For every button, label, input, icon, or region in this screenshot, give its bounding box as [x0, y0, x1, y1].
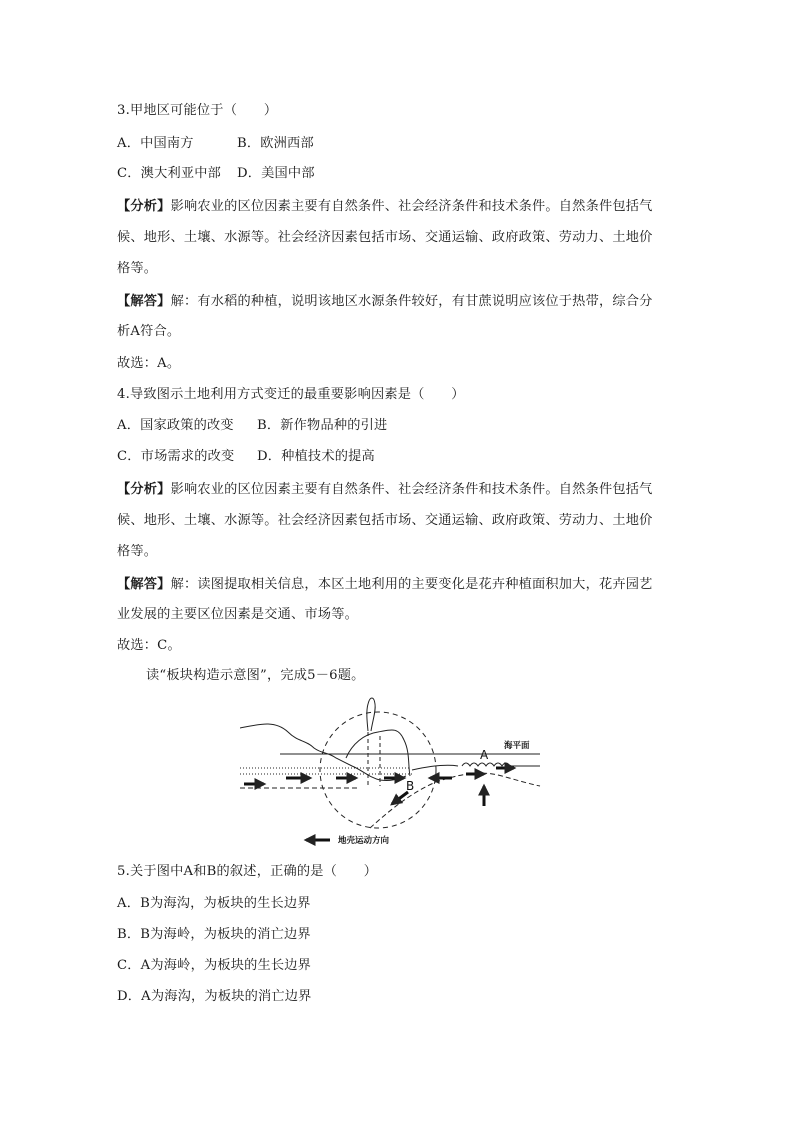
q5-question: 5.关于图中A和B的叙述，正确的是（ ） [117, 864, 378, 879]
q4-option-b: B．新作物品种的引进 [257, 418, 388, 433]
label-b: B [406, 779, 415, 793]
q3-options-row1 [117, 135, 314, 153]
q5-option-b: B．B为海岭，为板块的消亡边界 [117, 927, 311, 942]
island-outline [346, 730, 410, 776]
q4-analysis-text1: 影响农业的区位因素主要有自然条件、社会经济条件和技术条件。自然条件包括气 [170, 482, 653, 497]
q3-option-c: C．澳大利亚中部 [117, 166, 222, 181]
q3-option-b: B．欧洲西部 [237, 136, 314, 151]
q5-option-c: C．A为海岭，为板块的生长边界 [117, 958, 312, 973]
q5-option-d: D．A为海沟，为板块的消亡边界 [117, 989, 312, 1004]
arrow-subduct [392, 792, 408, 804]
q4-analysis-line2: 候、地形、土壤、水源等。社会经济因素包括市场、交通运输、政府政策、劳动力、土地价 [117, 513, 653, 528]
q3-analysis-text1: 影响农业的区位因素主要有自然条件、社会经济条件和技术条件。自然条件包括气 [170, 199, 653, 214]
q3-options-row2 [117, 165, 315, 183]
q4-options-row1 [117, 417, 388, 435]
ocean-floor-left [412, 765, 458, 770]
q3-answer-tag: 【解答】 [117, 294, 171, 309]
q4-analysis-line1 [117, 481, 653, 499]
q4-choice: 故选：C。 [117, 638, 181, 653]
q4-option-c: C．市场需求的改变 [117, 449, 235, 464]
q3-choice: 故选：A。 [117, 356, 181, 371]
motion-arrows [244, 768, 514, 840]
sea-level-label: 海平面 [504, 741, 530, 751]
q3-analysis-line2: 候、地形、土壤、水源等。社会经济因素包括市场、交通运输、政府政策、劳动力、土地价 [117, 230, 653, 245]
q4-options-row2 [117, 448, 375, 466]
q4-question: 4.导致图示土地利用方式变迁的最重要影响因素是（ ） [117, 387, 465, 402]
q3-analysis-line3: 格等。 [117, 261, 158, 276]
q4-analysis-tag: 【分析】 [117, 482, 171, 497]
q4-answer-text1: 解：读图提取相关信息，本区土地利用的主要变化是花卉种植面积加大，花卉园艺 [170, 577, 653, 592]
volcano-plume [367, 698, 375, 731]
q3-option-a: A．中国南方 [117, 136, 194, 151]
ridge-outline [462, 763, 540, 766]
q3-answer-line1 [117, 293, 653, 311]
q3-answer-line2: 析A符合。 [117, 324, 181, 339]
q4-answer-tag: 【解答】 [117, 577, 171, 592]
q3-analysis-tag: 【分析】 [117, 199, 171, 214]
dashed-circle [320, 712, 436, 828]
q5-option-a: A．B为海沟，为板块的生长边界 [117, 896, 311, 911]
q4-answer-line1 [117, 576, 653, 594]
figure-intro: 读“板块构造示意图”，完成5－6题。 [146, 668, 365, 683]
q3-answer-text1: 解：有水稻的种植，说明该地区水源条件较好，有甘蔗说明应该位于热带，综合分 [170, 294, 653, 309]
label-a: A [480, 748, 489, 762]
q4-option-d: D．种植技术的提高 [257, 449, 375, 464]
legend-label: 地壳运动方向 [338, 836, 390, 846]
q3-analysis-line1 [117, 198, 653, 216]
q4-analysis-line3: 格等。 [117, 544, 158, 559]
q3-option-d: D．美国中部 [237, 166, 315, 181]
q4-answer-line2: 业发展的主要区位因素是交通、市场等。 [117, 607, 358, 622]
plate-tectonics-figure [240, 686, 550, 856]
q3-question: 3.甲地区可能位于（ ） [117, 103, 278, 118]
q4-option-a: A．国家政策的改变 [117, 418, 234, 433]
figure-lines [240, 698, 540, 828]
